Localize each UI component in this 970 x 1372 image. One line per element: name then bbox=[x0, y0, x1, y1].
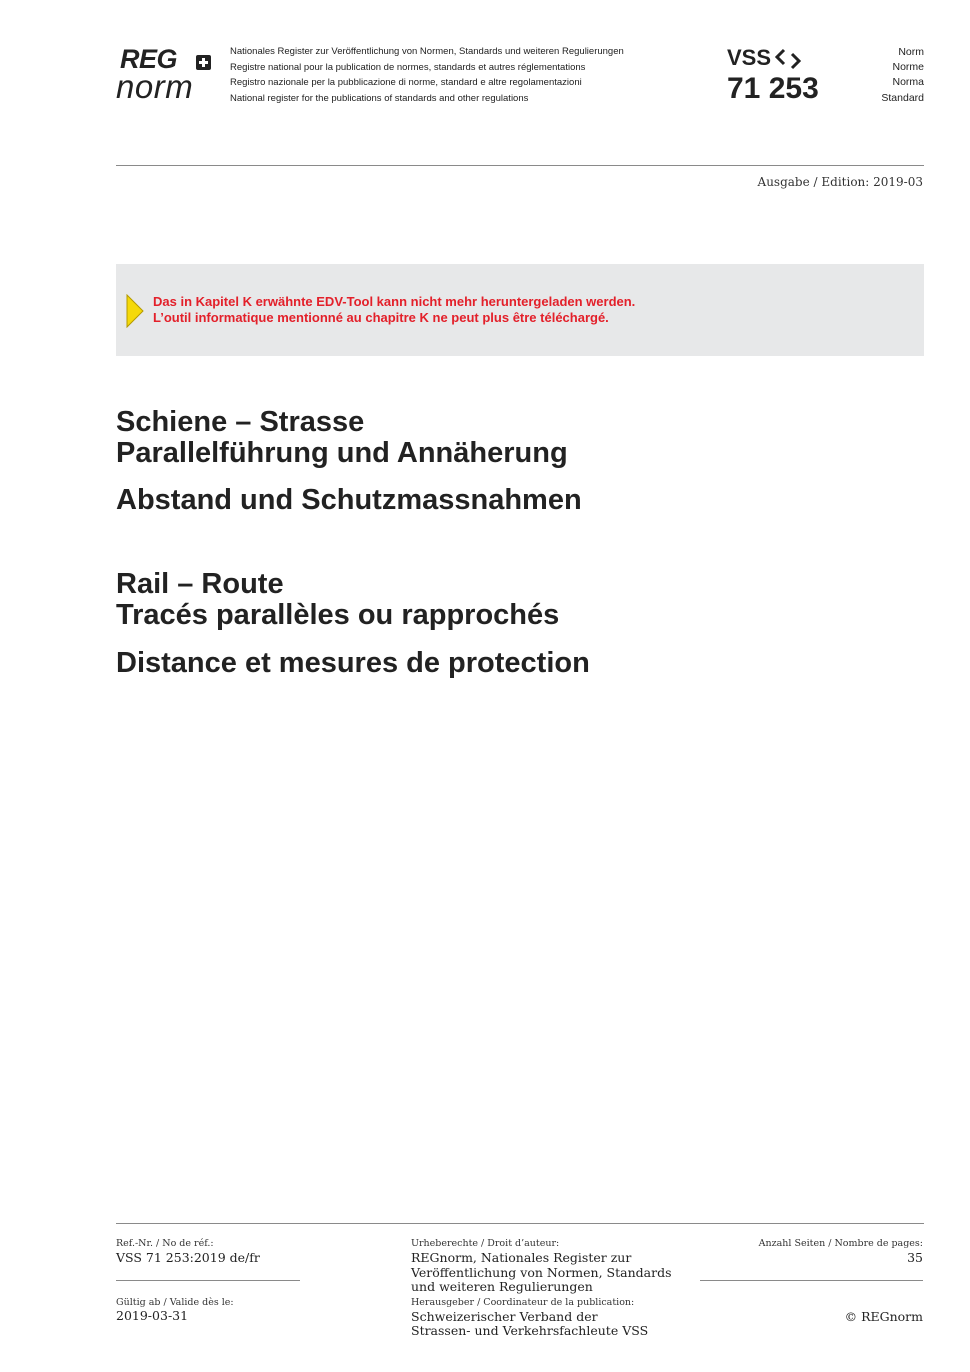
norm-number: 71 253 bbox=[727, 72, 819, 105]
register-line-fr: Registre national pour la publication de normes, standards et autres réglementations bbox=[230, 61, 586, 73]
subtitle-de: Abstand und Schutzmassnahmen bbox=[116, 484, 582, 516]
register-line-en: National register for the publications of standards and other regulations bbox=[230, 92, 529, 104]
valid-value: 2019-03-31 bbox=[116, 1308, 189, 1323]
copyright-line-3: und weiteren Regulierungen bbox=[411, 1279, 593, 1294]
register-line-it: Registro nazionale per la pubblicazione di norme, standard e altre regolamentazioni bbox=[230, 77, 582, 88]
vss-chevrons-icon bbox=[775, 48, 803, 70]
notice-text bbox=[153, 294, 635, 326]
logo-reg-text: REG bbox=[120, 44, 178, 74]
norm-type-labels bbox=[881, 45, 924, 106]
publisher-line-2: Strassen- und Verkehrsfachleute VSS bbox=[411, 1323, 649, 1338]
logo-norm-text: norm bbox=[116, 68, 194, 105]
publisher-label: Herausgeber / Coordinateur de la publication: bbox=[411, 1297, 635, 1308]
copyright-label: Urheberechte / Droit d’auteur: bbox=[411, 1238, 560, 1249]
pages-value: 35 bbox=[907, 1250, 923, 1265]
valid-label: Gültig ab / Valide dès le: bbox=[116, 1297, 234, 1308]
swiss-cross-icon bbox=[196, 55, 211, 70]
title-de-line1: Schiene – Strasse bbox=[116, 406, 365, 438]
ref-value: VSS 71 253:2019 de/fr bbox=[116, 1250, 260, 1265]
yellow-triangle-arrow-icon bbox=[126, 294, 144, 328]
title-fr-line2: Tracés parallèles ou rapprochés bbox=[116, 599, 560, 631]
pages-label: Anzahl Seiten / Nombre de pages: bbox=[758, 1238, 923, 1249]
title-de-line2: Parallelführung und Annäherung bbox=[116, 437, 568, 469]
pages-divider bbox=[700, 1280, 923, 1281]
copyright-mark: © REGnorm bbox=[844, 1309, 923, 1324]
edition-label: Ausgabe / Edition: 2019-03 bbox=[757, 175, 923, 189]
vss-logo-text: VSS bbox=[727, 45, 772, 70]
regnorm-logo bbox=[116, 44, 216, 105]
notice-box bbox=[116, 264, 924, 356]
publisher-line-1: Schweizerischer Verband der bbox=[411, 1309, 598, 1324]
norm-type-en: Standard bbox=[881, 91, 924, 104]
vss-logo bbox=[727, 45, 807, 73]
subtitle-fr: Distance et mesures de protection bbox=[116, 647, 590, 679]
norm-type-fr: Norme bbox=[892, 61, 924, 74]
norm-type-de: Norm bbox=[898, 46, 924, 58]
register-line-de: Nationales Register zur Veröffentlichung von Normen, Standards und weiteren Regulierungen bbox=[230, 46, 624, 57]
header-divider bbox=[116, 165, 924, 166]
notice-line-de: Das in Kapitel K erwähnte EDV-Tool kann nicht mehr heruntergeladen werden. bbox=[153, 294, 636, 309]
norm-type-it: Norma bbox=[892, 76, 924, 89]
notice-line-fr: L’outil informatique mentionné au chapitre K ne peut plus être téléchargé. bbox=[153, 310, 609, 325]
copyright-line-2: Veröffentlichung von Normen, Standards bbox=[411, 1265, 672, 1280]
ref-divider bbox=[116, 1280, 300, 1281]
title-fr-line1: Rail – Route bbox=[116, 568, 284, 600]
register-description bbox=[230, 44, 670, 106]
copyright-line-1: REGnorm, Nationales Register zur bbox=[411, 1250, 632, 1265]
footer-divider bbox=[116, 1223, 924, 1224]
ref-label: Ref.-Nr. / No de réf.: bbox=[116, 1238, 214, 1249]
